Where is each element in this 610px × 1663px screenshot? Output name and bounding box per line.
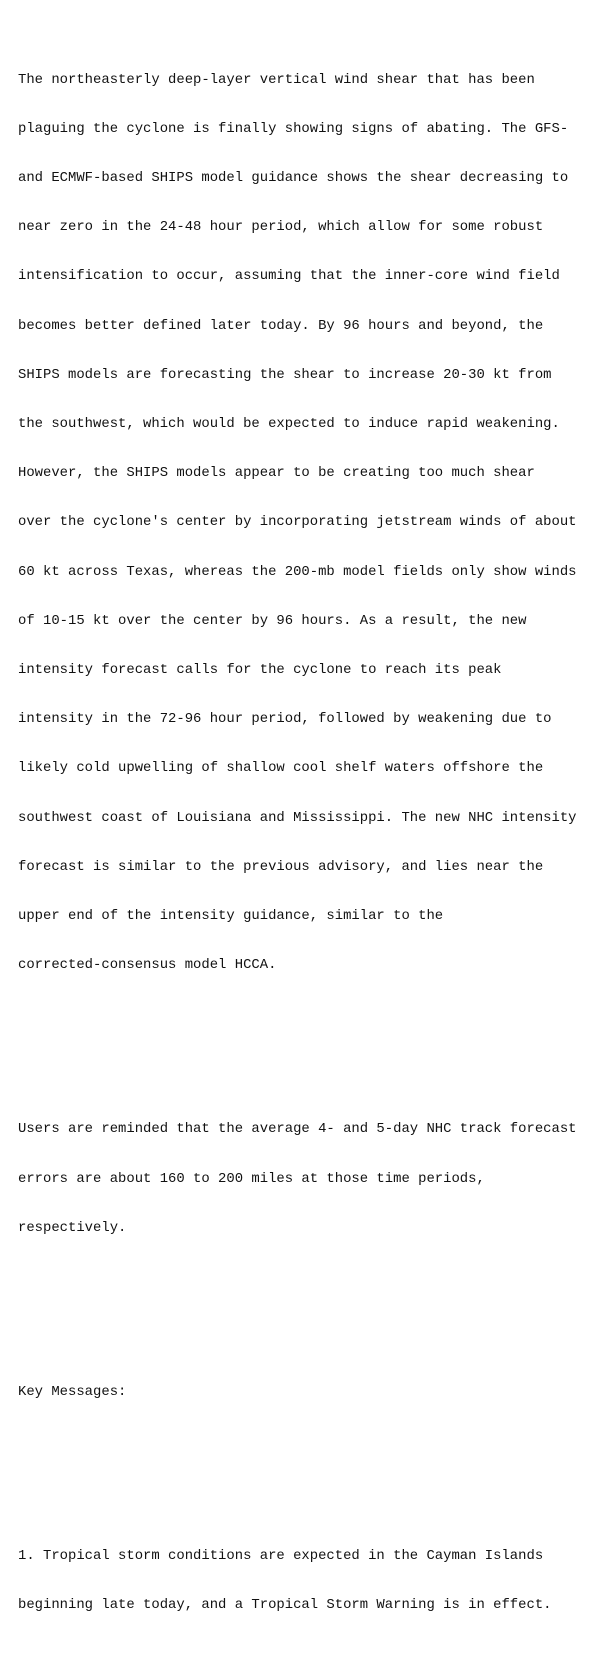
text-line: intensity in the 72-96 hour period, followed by weakening due to xyxy=(18,711,552,728)
text-line: and ECMWF-based SHIPS model guidance shows the shear decreasing to xyxy=(18,170,569,187)
heading-line: Key Messages: xyxy=(18,1383,127,1400)
text-line: near zero in the 24-48 hour period, which allow for some robust xyxy=(18,219,544,236)
text-line: plaguing the cyclone is finally showing signs of abating. The GFS- xyxy=(18,120,569,137)
text-line: The northeasterly deep-layer vertical wind shear that has been xyxy=(18,71,535,88)
text-line: 60 kt across Texas, whereas the 200-mb model fields only show winds xyxy=(18,563,577,580)
text-line: 1. Tropical storm conditions are expected in the Cayman Islands xyxy=(18,1547,544,1564)
text-line: SHIPS models are forecasting the shear to increase 20-30 kt from xyxy=(18,366,552,383)
text-line: becomes better defined later today. By 96 hours and beyond, the xyxy=(18,317,544,334)
text-line: of 10-15 kt over the center by 96 hours. As a result, the new xyxy=(18,612,527,629)
text-line: likely cold upwelling of shallow cool shelf waters offshore the xyxy=(18,760,544,777)
text-line: errors are about 160 to 200 miles at those time periods, xyxy=(18,1170,485,1187)
paragraph-intensity-forecast xyxy=(18,39,606,1007)
forecast-discussion-text xyxy=(18,6,606,1663)
text-line: the southwest, which would be expected to induce rapid weakening. xyxy=(18,416,560,433)
text-line: forecast is similar to the previous advisory, and lies near the xyxy=(18,858,544,875)
text-line: over the cyclone's center by incorporating jetstream winds of about xyxy=(18,514,577,531)
text-line: However, the SHIPS models appear to be creating too much shear xyxy=(18,465,535,482)
text-line: intensity forecast calls for the cyclone to reach its peak xyxy=(18,662,502,679)
paragraph-spacer xyxy=(18,1466,606,1482)
text-line: respectively. xyxy=(18,1219,127,1236)
paragraph-spacer xyxy=(18,1039,606,1055)
paragraph-spacer xyxy=(18,1302,606,1318)
text-line: Users are reminded that the average 4- and 5-day NHC track forecast xyxy=(18,1121,577,1138)
text-line: upper end of the intensity guidance, similar to the xyxy=(18,908,444,925)
text-line: corrected-consensus model HCCA. xyxy=(18,957,277,974)
key-messages-heading xyxy=(18,1351,606,1433)
text-line: intensification to occur, assuming that the inner-core wind field xyxy=(18,268,560,285)
text-line: beginning late today, and a Tropical Storm Warning is in effect. xyxy=(18,1596,552,1613)
key-message-1 xyxy=(18,1515,606,1646)
paragraph-track-errors xyxy=(18,1089,606,1269)
text-line: southwest coast of Louisiana and Mississippi. The new NHC intensity xyxy=(18,809,577,826)
